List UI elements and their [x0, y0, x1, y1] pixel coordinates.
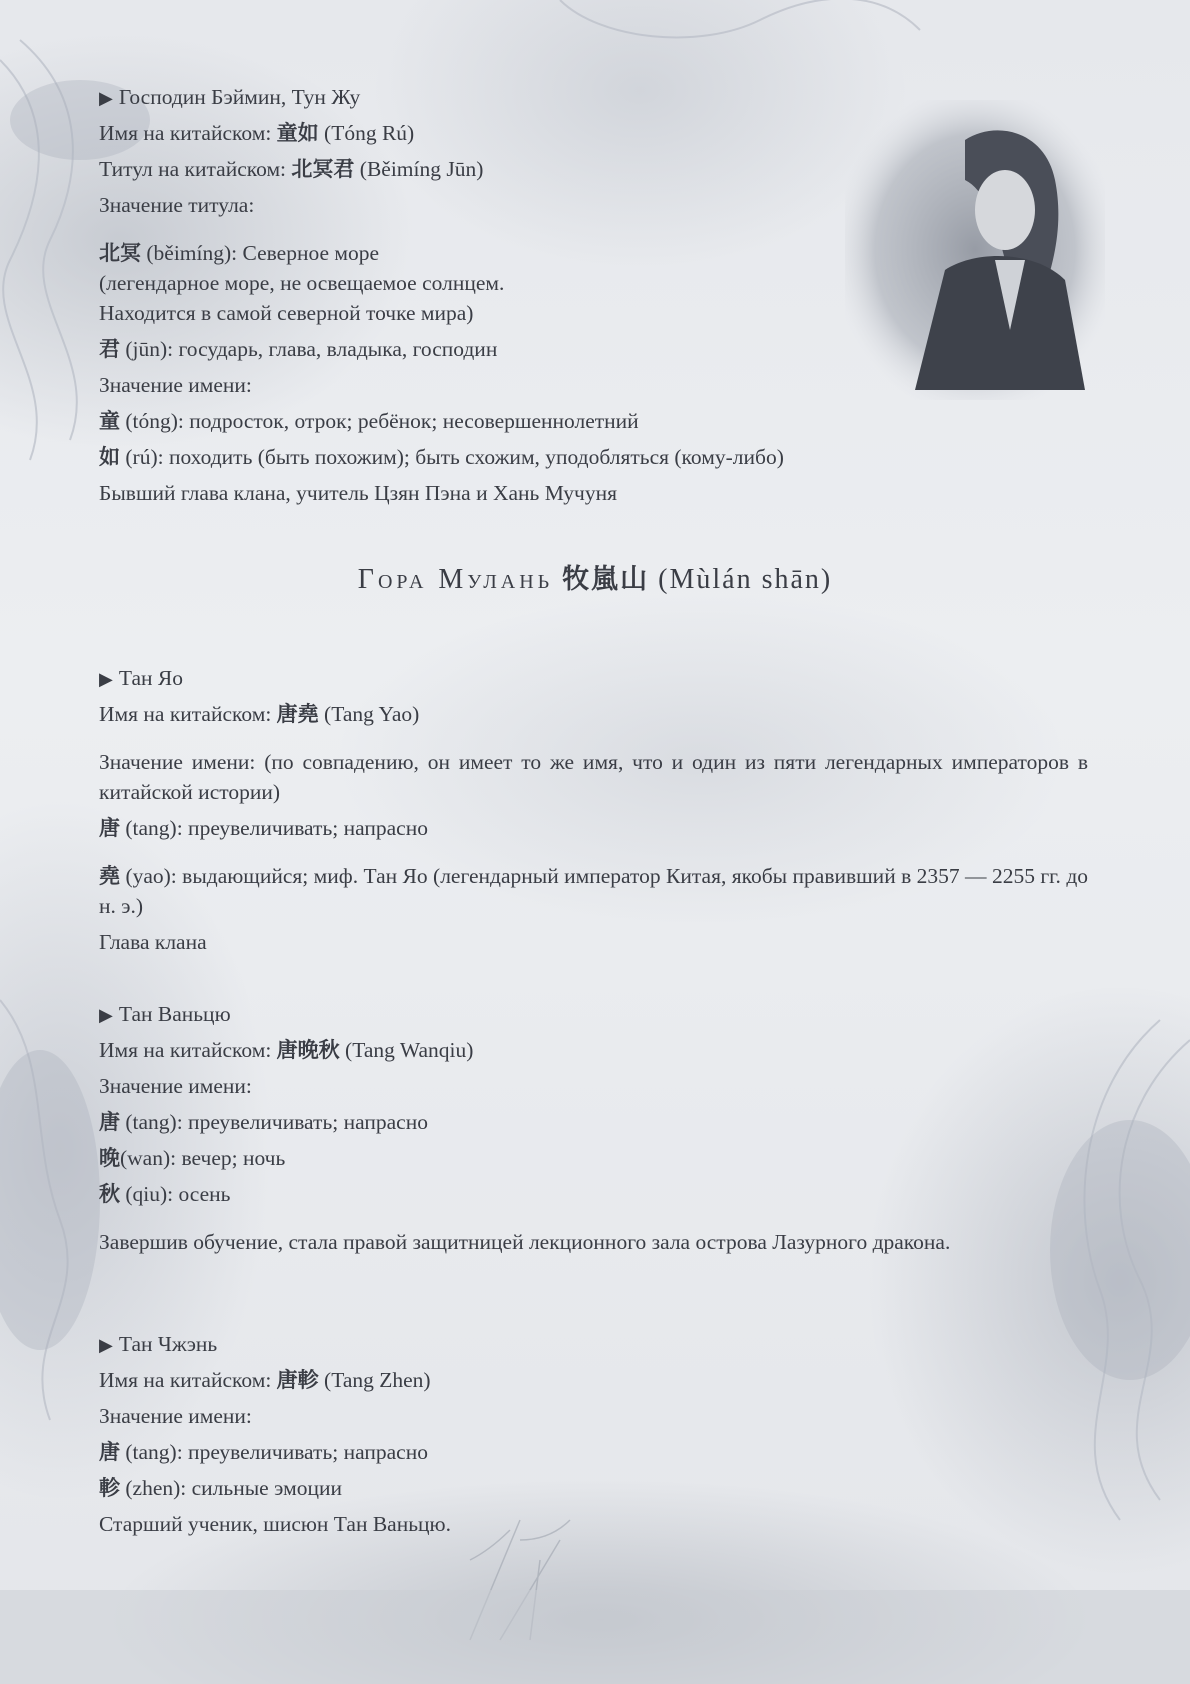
chinese-name-line: Имя на китайском: 唐堯 (Tang Yao) — [99, 702, 420, 726]
bullet-icon: ▶ — [99, 88, 113, 109]
chinese-name-line: Имя на китайском: 唐軫 (Tang Zhen) — [99, 1368, 431, 1392]
name-meaning-item: 童 (tóng): подросток, отрок; ребёнок; несовершеннолетний — [99, 409, 639, 433]
bullet-icon: ▶ — [99, 1005, 113, 1026]
name-meaning-item: 軫 (zhen): сильные эмоции — [99, 1476, 342, 1500]
name-meaning-item: 秋 (qiu): осень — [99, 1182, 231, 1206]
name-meaning-paragraph: Значение имени: (по совпадению, он имеет то же имя, что и один из пяти легендарных императоров в китайской истории) — [99, 750, 1088, 804]
name-meaning-item: 晚(wan): вечер; ночь — [99, 1146, 286, 1170]
character-note: Старший ученик, шисюн Тан Ваньцю. — [99, 1512, 451, 1536]
section-title: Гора Мулань 牧嵐山 (Mùlán shān) — [357, 564, 833, 595]
title-meaning-item: 北冥 (běimíng): Северное море — [99, 241, 380, 265]
name-meaning-item: 如 (rú): походить (быть похожим); быть схожим, уподобляться (кому-либо) — [99, 445, 784, 469]
character-heading-tong-ru: ▶ Господин Бэймин, Тун Жу — [99, 85, 361, 109]
character-note: Бывший глава клана, учитель Цзян Пэна и Хань Мучуня — [99, 481, 617, 505]
character-note: Глава клана — [99, 930, 207, 954]
character-heading-tang-wanqiu: ▶ Тан Ваньцю — [99, 1002, 231, 1026]
character-note: Завершив обучение, стала правой защитницей лекционного зала острова Лазурного дракона. — [99, 1230, 951, 1254]
character-heading-tang-yao: ▶ Тан Яо — [99, 666, 183, 690]
chinese-name-line: Имя на китайском: 唐晚秋 (Tang Wanqiu) — [99, 1038, 474, 1062]
title-meaning-item-note: Находится в самой северной точке мира) — [99, 301, 474, 325]
name-meaning-item: 堯 (yao): выдающийся; миф. Тан Яо (легендарный император Китая, якобы правивший в 2357 — 2255 гг. до н. э.) — [99, 864, 1089, 918]
name-meaning-item: 唐 (tang): преувеличивать; напрасно — [99, 816, 428, 840]
title-meaning-label: Значение титула: — [99, 193, 255, 217]
name-meaning-item: 唐 (tang): преувеличивать; напрасно — [99, 1110, 428, 1134]
name-meaning-label: Значение имени: — [99, 1404, 252, 1428]
bullet-icon: ▶ — [99, 1335, 113, 1356]
name-meaning-label: Значение имени: — [99, 1074, 252, 1098]
title-meaning-item-note: (легендарное море, не освещаемое солнцем. — [99, 271, 505, 295]
chinese-name-line: Имя на китайском: 童如 (Tóng Rú) — [99, 121, 415, 145]
chinese-title-line: Титул на китайском: 北冥君 (Běimíng Jūn) — [99, 157, 484, 181]
name-meaning-item: 唐 (tang): преувеличивать; напрасно — [99, 1440, 428, 1464]
title-meaning-item: 君 (jūn): государь, глава, владыка, господин — [99, 337, 498, 361]
character-heading-tang-zhen: ▶ Тан Чжэнь — [99, 1332, 218, 1356]
name-meaning-label: Значение имени: — [99, 373, 252, 397]
bullet-icon: ▶ — [99, 669, 113, 690]
